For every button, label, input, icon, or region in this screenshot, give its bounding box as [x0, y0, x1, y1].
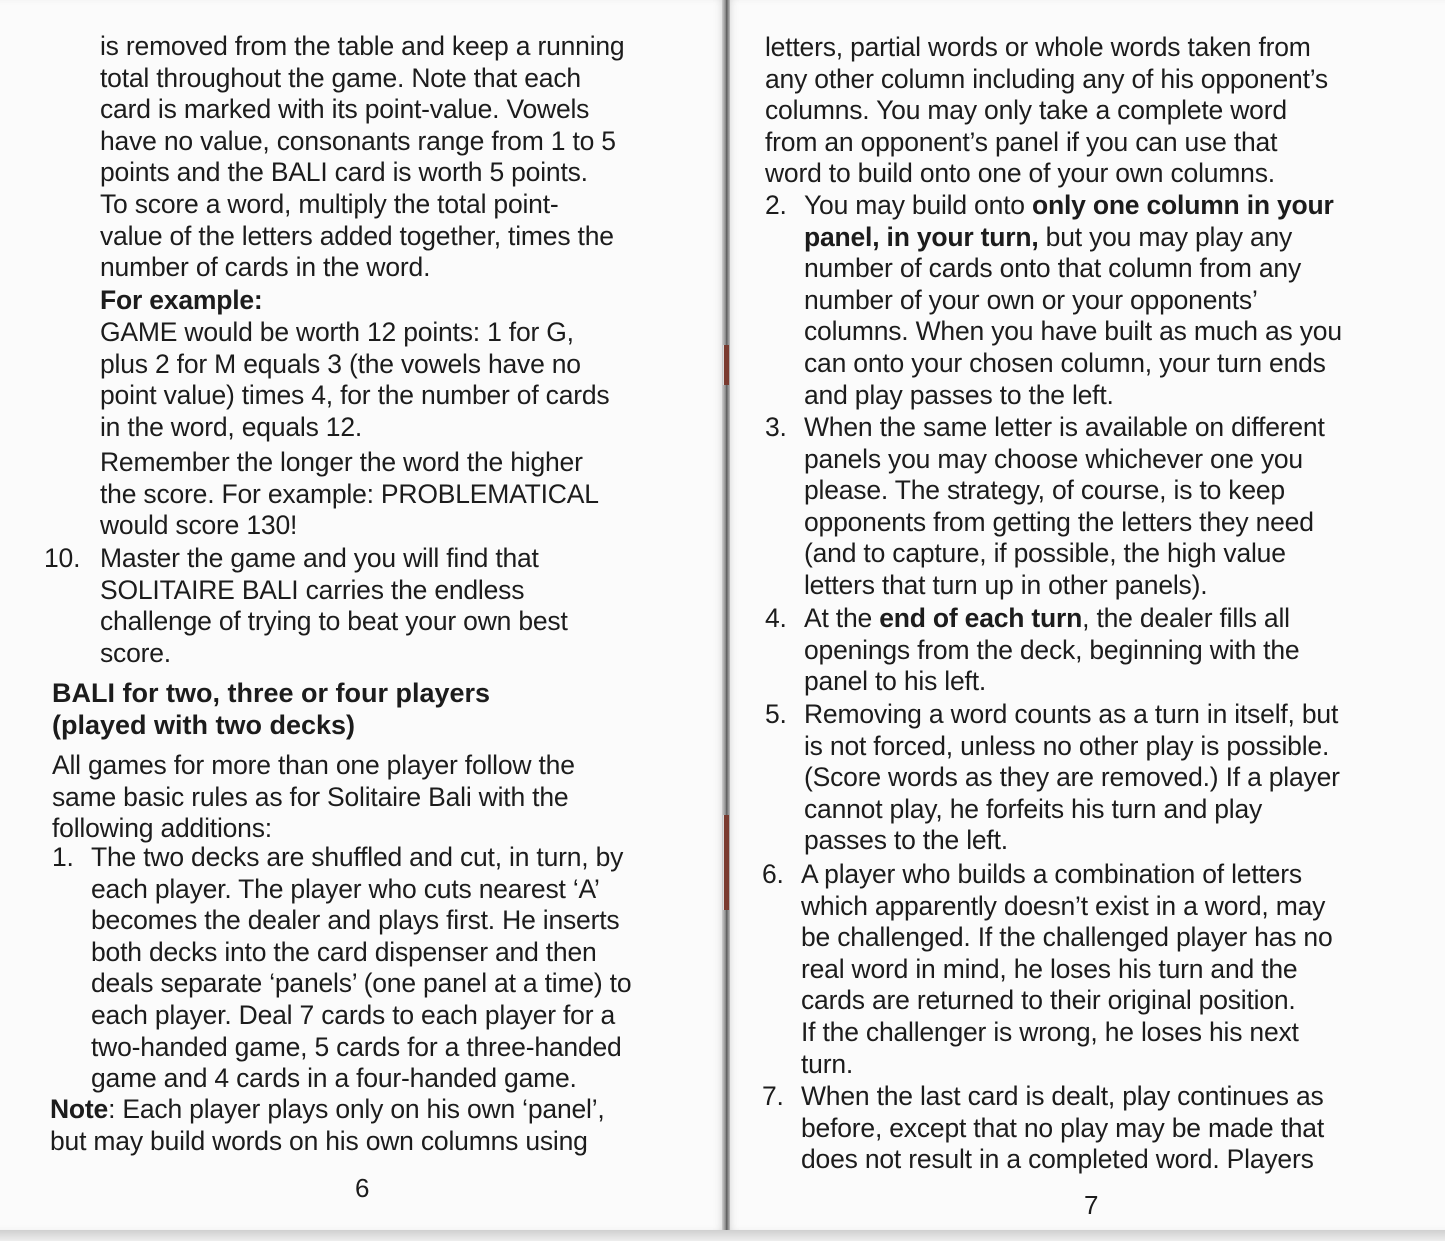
list-number: 7. — [762, 1081, 784, 1111]
text-line: plus 2 for M equals 3 (the vowels have no — [100, 348, 581, 379]
intro-paragraph — [52, 750, 575, 845]
text-line: turn. — [801, 1048, 854, 1079]
text-line: Master the game and you will find that — [100, 543, 539, 573]
emphasis-text: panel, in your turn, — [804, 221, 1039, 252]
text-line: is not forced, unless no other play is possible. — [804, 730, 1330, 761]
section-heading — [52, 677, 490, 741]
text-line: GAME would be worth 12 points: 1 for G, — [100, 317, 574, 347]
text-line: number of cards onto that column from any — [804, 253, 1302, 284]
note-label: Note — [50, 1094, 109, 1124]
list-number: 2. — [765, 190, 787, 220]
text-line: but may build words on his own columns using — [50, 1125, 588, 1156]
list-item-2 — [765, 190, 1342, 411]
text-line: When the last card is dealt, play continues as — [801, 1081, 1324, 1111]
list-item-1 — [52, 842, 631, 1095]
example-label: For example: — [100, 285, 263, 315]
text-line: becomes the dealer and plays first. He inserts — [91, 905, 620, 936]
text-line: each player. Deal 7 cards to each player for a — [91, 999, 616, 1030]
text-line: At the — [804, 603, 880, 633]
heading-line: BALI for two, three or four players — [52, 678, 491, 708]
emphasis-text: only one column in your — [1032, 190, 1334, 220]
text-line: real word in mind, he loses his turn and the — [801, 953, 1298, 984]
scoring-paragraph — [100, 31, 624, 284]
text-line: in the word, equals 12. — [100, 411, 363, 442]
text-line: panel to his left. — [804, 666, 987, 697]
text-line: SOLITAIRE BALI carries the endless — [100, 574, 525, 605]
text-line: card is marked with its point-value. Vowels — [100, 94, 590, 125]
text-line: passes to the left. — [804, 825, 1008, 856]
text-line: opponents from getting the letters they need — [804, 506, 1314, 537]
list-number: 4. — [765, 603, 787, 633]
heading-line: (played with two decks) — [52, 710, 356, 740]
staple-icon — [723, 345, 729, 385]
continuation-paragraph — [765, 32, 1328, 190]
text-line: , the dealer fills all — [1082, 603, 1290, 633]
text-line: before, except that no play may be made that — [801, 1112, 1324, 1143]
text-line: challenge of trying to beat your own best — [100, 606, 568, 637]
staple-icon — [723, 815, 729, 910]
text-line: which apparently doesn’t exist in a word, may — [801, 890, 1326, 921]
list-number: 1. — [52, 842, 74, 872]
text-line: (and to capture, if possible, the high value — [804, 538, 1286, 569]
text-line: and play passes to the left. — [804, 379, 1114, 410]
text-line: Removing a word counts as a turn in itself, but — [804, 699, 1339, 729]
text-line: : Each player plays only on his own ‘panel’, — [108, 1094, 605, 1124]
list-item-3 — [765, 412, 1325, 602]
page-number: 6 — [355, 1173, 370, 1203]
text-line: each player. The player who cuts nearest ‘A’ — [91, 873, 600, 904]
text-line: the score. For example: PROBLEMATICAL — [100, 478, 599, 509]
list-item-7 — [762, 1081, 1324, 1176]
text-line: number of your own or your opponents’ — [804, 284, 1258, 315]
text-line: If the challenger is wrong, he loses his next — [801, 1016, 1299, 1047]
text-line: point value) times 4, for the number of cards — [100, 380, 610, 411]
text-line: same basic rules as for Solitaire Bali with the — [52, 781, 569, 812]
text-line: points and the BALI card is worth 5 points. — [100, 157, 588, 188]
text-line: deals separate ‘panels’ (one panel at a time) to — [91, 968, 632, 999]
list-number: 3. — [765, 412, 787, 442]
text-line: cannot play, he forfeits his turn and play — [804, 793, 1263, 824]
text-line: Remember the longer the word the higher — [100, 447, 583, 477]
left-page — [0, 0, 724, 1230]
text-line: both decks into the card dispenser and then — [91, 936, 597, 967]
text-line: is removed from the table and keep a running — [100, 31, 625, 61]
page-number: 7 — [1084, 1190, 1099, 1220]
text-line: To score a word, multiply the total point- — [100, 188, 559, 219]
text-line: but you may play any — [1038, 221, 1293, 252]
text-line: letters that turn up in other panels). — [804, 569, 1208, 600]
text-line: letters, partial words or whole words taken from — [765, 32, 1311, 62]
note-paragraph — [50, 1094, 605, 1157]
page-bottom-edge — [0, 1230, 1445, 1241]
text-line: game and 4 cards in a four-handed game. — [91, 1063, 577, 1094]
right-page — [728, 0, 1445, 1230]
list-number: 10. — [44, 543, 81, 573]
list-number: 6. — [762, 859, 784, 889]
list-item-5 — [765, 699, 1340, 857]
text-line: have no value, consonants range from 1 to 5 — [100, 125, 616, 156]
text-line: any other column including any of his opponent’s — [765, 63, 1328, 94]
text-line: cards are returned to their original position. — [801, 985, 1296, 1016]
text-line: (Score words as they are removed.) If a player — [804, 762, 1340, 793]
text-line: You may build onto — [804, 190, 1032, 220]
text-line: score. — [100, 637, 171, 668]
text-line: following additions: — [52, 813, 272, 844]
text-line: please. The strategy, of course, is to keep — [804, 475, 1285, 506]
text-line: All games for more than one player follow the — [52, 750, 575, 780]
list-item-6 — [762, 859, 1333, 1080]
book-spine-gutter — [722, 0, 730, 1232]
text-line: A player who builds a combination of letters — [801, 859, 1302, 889]
text-line: can onto your chosen column, your turn ends — [804, 347, 1326, 378]
emphasis-text: end of each turn — [879, 603, 1083, 633]
list-item-4 — [765, 603, 1299, 698]
text-line: word to build onto one of your own columns. — [765, 158, 1275, 189]
text-line: panels you may choose whichever one you — [804, 443, 1303, 474]
text-line: two-handed game, 5 cards for a three-handed — [91, 1031, 622, 1062]
list-item-10 — [44, 543, 568, 669]
text-line: would score 130! — [100, 510, 298, 541]
text-line: The two decks are shuffled and cut, in turn, by — [91, 842, 624, 872]
remember-paragraph — [100, 447, 599, 542]
example-paragraph — [100, 317, 609, 443]
text-line: does not result in a completed word. Players — [801, 1144, 1314, 1175]
text-line: When the same letter is available on different — [804, 412, 1325, 442]
text-line: number of cards in the word. — [100, 252, 431, 283]
text-line: value of the letters added together, times the — [100, 220, 614, 251]
text-line: columns. You may only take a complete word — [765, 95, 1287, 126]
list-number: 5. — [765, 699, 787, 729]
text-line: openings from the deck, beginning with the — [804, 634, 1300, 665]
text-line: columns. When you have built as much as you — [804, 316, 1342, 347]
text-line: total throughout the game. Note that each — [100, 62, 581, 93]
text-line: from an opponent’s panel if you can use that — [765, 126, 1278, 157]
text-line: be challenged. If the challenged player has no — [801, 922, 1333, 953]
